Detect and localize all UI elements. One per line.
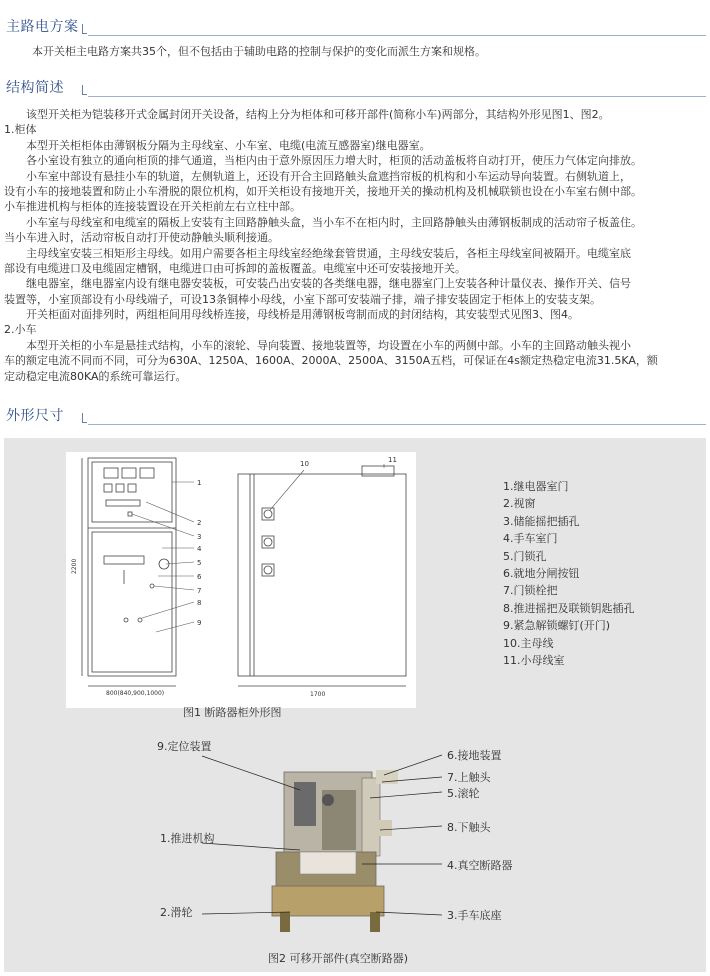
side-leaders xyxy=(270,464,384,510)
structure-line: 本型开关柜的小车是悬挂式结构，小车的滚轮、导向装置、接地装置等，均设置在小车的两侧中部。小车的主回路动触头视小 xyxy=(4,338,631,352)
section-rule xyxy=(88,424,706,425)
structure-line: 设有小车的接地装置和防止小车滑脱的限位机构，如开关柜设有接地开关，接地开关的操动机构及机械联锁也设在小车室右侧中部。 xyxy=(4,184,642,198)
cabinet-drawing xyxy=(66,452,416,708)
callout-positioning-device: 9.定位装置 xyxy=(157,740,212,753)
structure-line: 该型开关柜为铠装移开式金属封闭开关设备，结构上分为柜体和可移开部件(简称小车)两部分，其结构外形见图1、图2。 xyxy=(4,108,610,121)
heading-tick xyxy=(82,413,87,423)
front-label-7: 7 xyxy=(197,587,202,595)
section-rule xyxy=(88,96,706,97)
structure-line: 装置等，小室顶部设有小母线端子，可设13条铜棒小母线，小室下部可安装端子排，端子排安装固定于柜体上的安装支架。 xyxy=(4,292,601,306)
front-leaders xyxy=(132,482,194,632)
front-label-6: 6 xyxy=(197,573,202,581)
heading-tick xyxy=(82,85,87,95)
structure-line: 当小车进入时，活动帘板自动打开使动静触头顺利接通。 xyxy=(4,231,279,245)
side-label-11: 11 xyxy=(388,456,397,464)
structure-line: 小车室中部设有悬挂小车的轨道，左侧轨道上，还设有开合主回路触头盒遮挡帘板的机构和小车运动导向装置。右侧轨道上， xyxy=(4,169,631,183)
front-view xyxy=(82,458,176,686)
main-circuit-text: 本开关柜主电路方案共35个，但不包括由于辅助电路的控制与保护的变化而派生方案和规格。 xyxy=(32,45,486,58)
side-view xyxy=(238,466,406,686)
structure-line: 1.柜体 xyxy=(4,123,37,137)
figure1-drawing xyxy=(66,452,416,708)
legend-item: 9.紧急解锁螺钉(开门) xyxy=(503,619,611,633)
figure1-legend xyxy=(503,478,635,669)
structure-line: 本型开关柜柜体由薄钢板分隔为主母线室、小车室、电缆(电流互感器室)继电器室。 xyxy=(4,138,431,152)
callout-lower-contact: 8.下触头 xyxy=(447,821,491,834)
structure-line: 定动稳定电流80KA的系统可靠运行。 xyxy=(4,369,187,383)
figure1-caption: 图1 断路器柜外形图 xyxy=(183,706,282,719)
heading-tick xyxy=(82,24,87,34)
section-header-dimensions xyxy=(4,403,706,425)
structure-line: 开关柜面对面排列时，两组柜间用母线桥连接，母线桥是用薄钢板弯制而成的封闭结构，其安装型式见图3、图4。 xyxy=(4,308,579,322)
structure-body xyxy=(4,107,706,384)
callout-upper-contact: 7.上触头 xyxy=(447,771,491,784)
structure-line: 各小室设有独立的通向柜顶的排气通道，当柜内由于意外原因压力增大时，柜顶的活动盖板将自动打开，使压力气体定向排放。 xyxy=(4,154,642,168)
structure-line: 继电器室，继电器室内设有继电器安装板，可安装凸出安装的各类继电器，继电器室门上安装各种计量仪表、操作开关、信号 xyxy=(4,277,631,291)
callout-pulley: 2.滑轮 xyxy=(160,906,193,919)
legend-item: 4.手车室门 xyxy=(503,532,558,546)
legend-item: 7.门锁栓把 xyxy=(503,584,558,598)
callout-propulsion-mechanism: 1.推进机构 xyxy=(160,832,215,845)
section-header-main-circuit xyxy=(4,14,706,36)
legend-item: 10.主母线 xyxy=(503,636,554,650)
legend-item: 6.就地分闸按钮 xyxy=(503,566,580,580)
side-label-10: 10 xyxy=(300,460,309,468)
structure-line: 部设有电缆进口及电缆固定槽钢，电缆进口由可拆卸的盖板覆盖。电缆室中还可安装接地开关。 xyxy=(4,261,466,275)
front-label-9: 9 xyxy=(197,619,202,627)
structure-line: 车的额定电流不同而不同，可分为630A、1250A、1600A、2000A、2500A、3150A五档，可保证在4s额定热稳定电流31.5KA，额 xyxy=(4,354,658,368)
legend-item: 3.储能摇把插孔 xyxy=(503,514,580,528)
front-label-8: 8 xyxy=(197,599,202,607)
legend-item: 11.小母线室 xyxy=(503,653,565,667)
section-title: 结构简述 xyxy=(6,80,64,96)
front-label-3: 3 xyxy=(197,533,202,541)
figure2-caption: 图2 可移开部件(真空断路器) xyxy=(268,952,409,965)
section-rule xyxy=(88,35,706,36)
callout-roller: 5.滚轮 xyxy=(447,787,480,800)
front-label-2: 2 xyxy=(197,519,202,527)
front-label-4: 4 xyxy=(197,545,202,553)
dim-front-width: 800(840,900,1000) xyxy=(106,690,165,697)
section-title: 主路电方案 xyxy=(6,19,79,35)
legend-item: 2.视窗 xyxy=(503,497,536,511)
structure-line: 小车推进机构与柜体的连接装置设在开关柜前左右立柱中部。 xyxy=(4,200,301,214)
legend-item: 5.门锁孔 xyxy=(503,549,547,563)
structure-line: 主母线室安装三相矩形主母线。如用户需要各柜主母线室经绝缘套管贯通，主母线安装后，各柜主母线室间被隔开。电缆室底 xyxy=(4,246,631,260)
front-label-1: 1 xyxy=(197,479,202,487)
callout-truck-base: 3.手车底座 xyxy=(447,909,502,922)
callout-grounding-device: 6.接地装置 xyxy=(447,749,502,762)
section-title: 外形尺寸 xyxy=(6,408,64,424)
front-label-5: 5 xyxy=(197,559,202,567)
legend-item: 8.推进摇把及联锁钥匙插孔 xyxy=(503,601,635,615)
dim-depth: 1700 xyxy=(310,691,326,698)
section-header-structure xyxy=(4,75,706,97)
legend-item: 1.继电器室门 xyxy=(503,480,569,493)
dim-height: 2200 xyxy=(71,558,78,574)
callout-vacuum-breaker: 4.真空断路器 xyxy=(447,859,513,872)
structure-line: 2.小车 xyxy=(4,323,37,337)
structure-line: 小车室与母线室和电缆室的隔板上安装有主回路静触头盒，当小车不在柜内时，主回路静触头由薄钢板制成的活动帘子板盖住。 xyxy=(4,215,642,229)
